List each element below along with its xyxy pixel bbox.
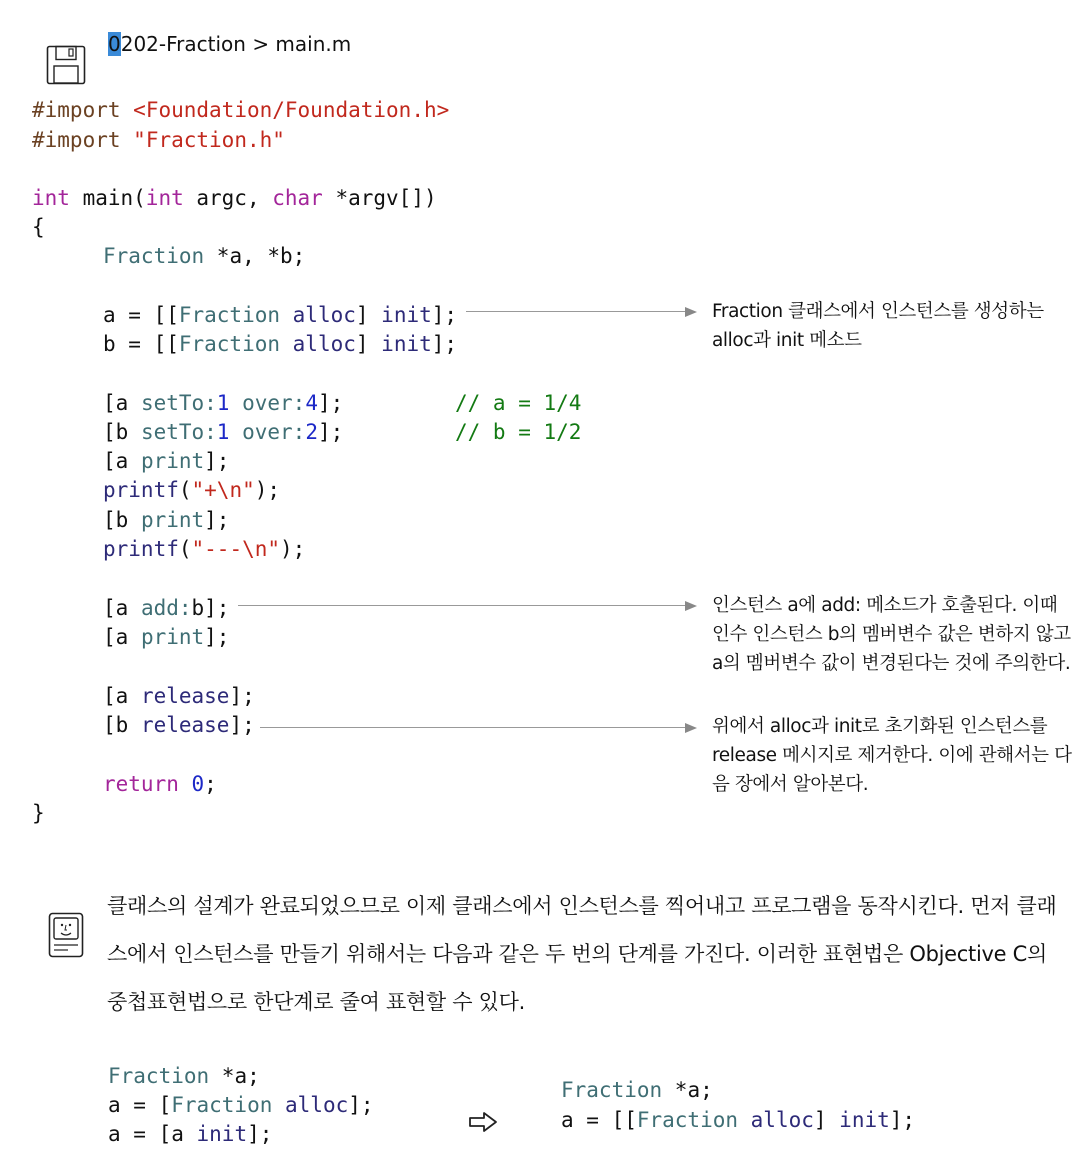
code-token: ] [813, 1108, 840, 1132]
code-line [103, 623, 229, 652]
code-token: init [381, 303, 432, 327]
code-comment: // a = 1/4 [455, 391, 582, 415]
code-token: [a [103, 449, 141, 473]
code-token: ]; [204, 449, 230, 473]
code-line [103, 770, 217, 799]
code-token: alloc [280, 332, 356, 356]
code-token: init [839, 1108, 890, 1132]
code-line [103, 594, 229, 623]
code-token: a = [ [108, 1093, 172, 1117]
code-token: over: [229, 420, 306, 444]
code-token: a = [[ [561, 1108, 637, 1132]
code-token: ]; [317, 391, 344, 415]
annotation-arrow-line [238, 605, 686, 606]
code-token: [a [103, 596, 141, 620]
code-token: ]; [229, 713, 255, 737]
annotation-release: 위에서 alloc과 init로 초기화된 인스턴스를 release 메시지로 제거한다. 이에 관해서는 다음 장에서 알아본다. [712, 716, 1072, 795]
code-token: add: [140, 596, 192, 620]
code-token: 0 [191, 772, 205, 796]
code-token: 1 [216, 391, 230, 415]
code-line [103, 535, 305, 564]
code-token: ( [178, 537, 192, 561]
code-token: ] [355, 303, 382, 327]
code-line [108, 1062, 260, 1091]
double-right-arrow-icon [458, 1092, 488, 1114]
code-token: [a [103, 391, 141, 415]
code-token: release [140, 713, 230, 737]
code-token: b]; [191, 596, 230, 620]
code-line [103, 330, 457, 359]
code-token: Fraction [178, 332, 281, 356]
code-token: ]; [204, 508, 230, 532]
explanation-paragraph: 클래스의 설계가 완료되었으므로 이제 클래스에서 인스턴스를 찍어내고 프로그램을 동작시킨다. 먼저 클래스에서 인스턴스를 만들기 위해서는 다음과 같은 두 번의 단계를 가진다. 이러한 표현법은 Objective C의 중첩표현법으로 한단계로 줄여 표현할 수 있다. [107, 894, 1057, 1014]
code-token: 2 [305, 420, 318, 444]
arrow-head-icon [685, 723, 697, 733]
code-line [561, 1076, 713, 1105]
annotation-arrow-line [260, 727, 686, 728]
code-token: ); [280, 537, 306, 561]
code-line [108, 1091, 374, 1120]
code-token: ]; [317, 420, 344, 444]
code-token: [a [103, 625, 141, 649]
code-token: [b [103, 508, 141, 532]
code-token: a = [[ [103, 303, 179, 327]
code-token: ); [254, 478, 281, 502]
breadcrumb [108, 32, 351, 56]
code-token: } [32, 801, 45, 825]
code-line [103, 476, 280, 505]
text-cursor: 0 [108, 32, 121, 56]
code-token: ]; [889, 1108, 916, 1132]
code-token: [b [103, 420, 141, 444]
code-token: setTo: [140, 420, 217, 444]
code-token: char [272, 186, 323, 210]
code-token: release [140, 684, 230, 708]
code-line [103, 418, 343, 447]
code-token: Fraction [103, 244, 205, 268]
code-line [108, 1120, 272, 1149]
code-line [32, 96, 449, 125]
arrow-head-icon [685, 307, 697, 317]
classic-mac-icon [38, 893, 74, 939]
code-token: ; [204, 772, 217, 796]
code-token: *a, *b; [204, 244, 306, 268]
breadcrumb-path: 202-Fraction > main.m [120, 32, 352, 56]
code-token: printf [103, 478, 179, 502]
code-token: *argv[]) [322, 186, 437, 210]
code-comment: // b = 1/2 [455, 420, 582, 444]
code-line [103, 301, 457, 330]
code-token: int [32, 186, 70, 210]
code-token: "+\n" [191, 478, 255, 502]
code-token: a = [a [108, 1122, 197, 1146]
annotation-arrow-line [466, 311, 686, 312]
code-token: alloc [272, 1093, 349, 1117]
code-token: 1 [216, 420, 230, 444]
code-token: init [381, 332, 432, 356]
code-line [103, 711, 255, 740]
code-line [32, 213, 45, 242]
code-token: Fraction [171, 1093, 273, 1117]
code-token: ]; [247, 1122, 273, 1146]
annotation-alloc-init: Fraction 클래스에서 인스턴스를 생성하는 alloc과 init 메소드 [712, 301, 1044, 351]
code-token: ] [355, 332, 382, 356]
code-line [561, 1106, 915, 1135]
code-token: Fraction [561, 1078, 663, 1102]
code-token: int [145, 186, 184, 210]
code-token: Fraction [178, 303, 281, 327]
code-token: print [140, 449, 205, 473]
code-token: ]; [431, 332, 458, 356]
code-token: argc, [183, 186, 273, 210]
code-token: ]; [348, 1093, 374, 1117]
code-token: "Fraction.h" [133, 128, 285, 152]
code-token: ]; [431, 303, 458, 327]
code-line [32, 126, 285, 155]
code-token: <Foundation/Foundation.h> [133, 98, 450, 122]
code-line [103, 682, 255, 711]
code-line [32, 184, 437, 213]
code-token: printf [103, 537, 179, 561]
code-line [103, 506, 229, 535]
code-line [103, 389, 343, 418]
code-token: print [140, 625, 205, 649]
code-token: b = [[ [103, 332, 179, 356]
code-token: return [103, 772, 179, 796]
code-token: print [140, 508, 205, 532]
code-token: over: [229, 391, 306, 415]
code-token: Fraction [636, 1108, 739, 1132]
code-token: [a [103, 684, 141, 708]
code-token: alloc [280, 303, 356, 327]
code-token: setTo: [140, 391, 217, 415]
code-token: init [196, 1122, 248, 1146]
code-line [103, 242, 305, 271]
code-token: ]; [229, 684, 255, 708]
code-token: ( [178, 478, 192, 502]
code-token: alloc [738, 1108, 814, 1132]
code-token: 4 [305, 391, 318, 415]
code-token [179, 772, 192, 796]
code-token: Fraction [108, 1064, 210, 1088]
code-line [103, 447, 229, 476]
code-line [32, 799, 45, 828]
code-token: ]; [204, 625, 230, 649]
arrow-head-icon [685, 601, 697, 611]
code-token: *a; [662, 1078, 713, 1102]
code-token: #import [32, 128, 121, 152]
code-token: main( [69, 186, 146, 210]
annotation-add-method: 인스턴스 a에 add: 메소드가 호출된다. 이때 인수 인스턴스 b의 멤버변수 값은 변하지 않고 a의 멤버변수 값이 변경된다는 것에 주의한다. [712, 595, 1071, 674]
code-token: #import [32, 98, 121, 122]
code-token: "---\n" [191, 537, 281, 561]
code-token: *a; [209, 1064, 260, 1088]
floppy-disk-icon [36, 26, 76, 66]
code-token: [b [103, 713, 141, 737]
code-token: { [32, 215, 45, 239]
